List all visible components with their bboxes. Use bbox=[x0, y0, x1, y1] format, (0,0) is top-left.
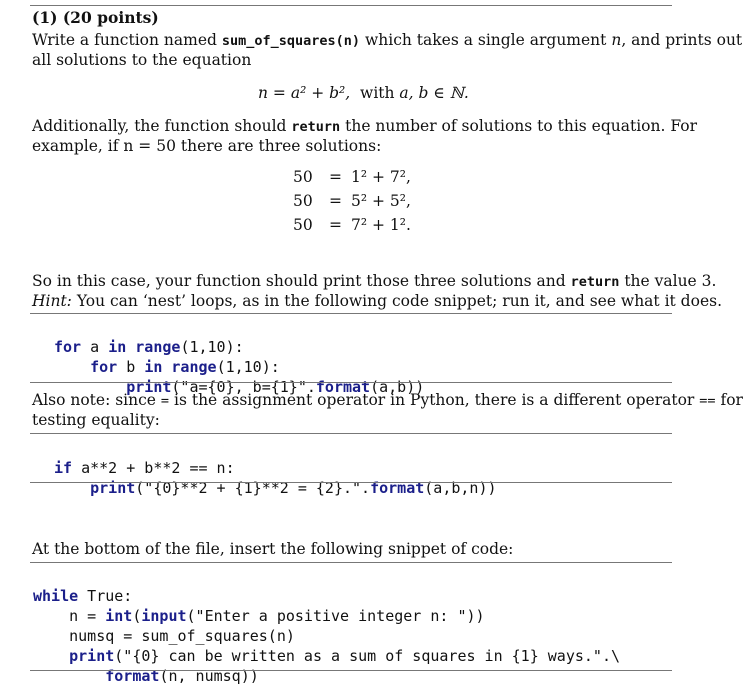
solution-lhs: 50 bbox=[293, 168, 313, 186]
additional-text-2: the number of solutions to this equation. For bbox=[345, 117, 697, 135]
top-rule bbox=[30, 5, 672, 6]
solution-rhs: 5² + 5², bbox=[351, 192, 411, 210]
note-text-3: for bbox=[720, 391, 743, 409]
var-n: n bbox=[611, 31, 622, 49]
solution-row-3 bbox=[293, 216, 411, 234]
code1-top-rule bbox=[30, 313, 672, 314]
so-line bbox=[32, 271, 716, 292]
hint-label: Hint: bbox=[32, 292, 72, 310]
so-text-1: So in this case, your function should print those three solutions and bbox=[32, 272, 566, 290]
intro-text-2: which takes a single argument bbox=[364, 31, 607, 49]
note-text-1: Also note: since bbox=[32, 391, 156, 409]
solution-row-2 bbox=[293, 192, 411, 210]
equation-with: with bbox=[360, 84, 395, 102]
hint-line bbox=[32, 291, 722, 311]
solution-rhs: 7² + 1². bbox=[351, 216, 411, 234]
function-name: sum_of_squares(n) bbox=[221, 33, 361, 49]
bottom-instruction: At the bottom of the file, insert the following snippet of code: bbox=[32, 540, 514, 558]
equation-domain: a, b ∈ ℕ. bbox=[399, 84, 469, 102]
intro-text-3: , and prints out bbox=[621, 31, 743, 49]
solution-equals: = bbox=[329, 216, 342, 234]
code1-bottom-rule bbox=[30, 382, 672, 383]
code2-bottom-rule bbox=[30, 482, 672, 483]
return-keyword: return bbox=[570, 274, 620, 290]
intro-line-1 bbox=[32, 30, 742, 51]
so-text-2: the value 3. bbox=[624, 272, 717, 290]
code2-top-rule bbox=[30, 433, 672, 434]
code3-top-rule bbox=[30, 562, 672, 563]
problem-header: (1) (20 points) bbox=[32, 8, 159, 27]
code3-bottom-rule bbox=[30, 670, 672, 671]
solution-row-1 bbox=[293, 168, 411, 186]
code-block-3: while True: n = int(input("Enter a positive integer n: ")) numsq = sum_of_squares(n) print("{0} can be written as a sum of squares in {1} ways.".\ format(n, numsq)) bbox=[33, 587, 621, 685]
return-keyword: return bbox=[291, 119, 341, 135]
solution-lhs: 50 bbox=[293, 192, 313, 210]
solution-rhs: 1² + 7², bbox=[351, 168, 411, 186]
note-line-1 bbox=[32, 390, 743, 411]
solution-lhs: 50 bbox=[293, 216, 313, 234]
intro-line-2: all solutions to the equation bbox=[32, 51, 252, 69]
solution-equals: = bbox=[329, 168, 342, 186]
solution-equals: = bbox=[329, 192, 342, 210]
note-line-2: testing equality: bbox=[32, 411, 160, 429]
equation-main: n = a² + b², bbox=[258, 84, 351, 102]
hint-text: You can ‘nest’ loops, as in the following code snippet; run it, and see what it does. bbox=[76, 292, 722, 310]
code-block-1: for a in range(1,10): for b in range(1,10): print("a={0}, b={1}".format(a,b)) bbox=[54, 338, 425, 396]
assign-operator: = bbox=[160, 393, 170, 409]
note-text-2: is the assignment operator in Python, there is a different operator bbox=[174, 391, 695, 409]
intro-text-1: Write a function named bbox=[32, 31, 217, 49]
example-line: example, if n = 50 there are three solutions: bbox=[32, 137, 382, 155]
code-block-2: if a**2 + b**2 == n: print("{0}**2 + {1}**2 = {2}.".format(a,b,n)) bbox=[54, 459, 497, 497]
main-equation bbox=[258, 84, 469, 102]
equality-operator: == bbox=[699, 393, 716, 409]
additional-line-1 bbox=[32, 116, 697, 137]
additional-text-1: Additionally, the function should bbox=[32, 117, 287, 135]
